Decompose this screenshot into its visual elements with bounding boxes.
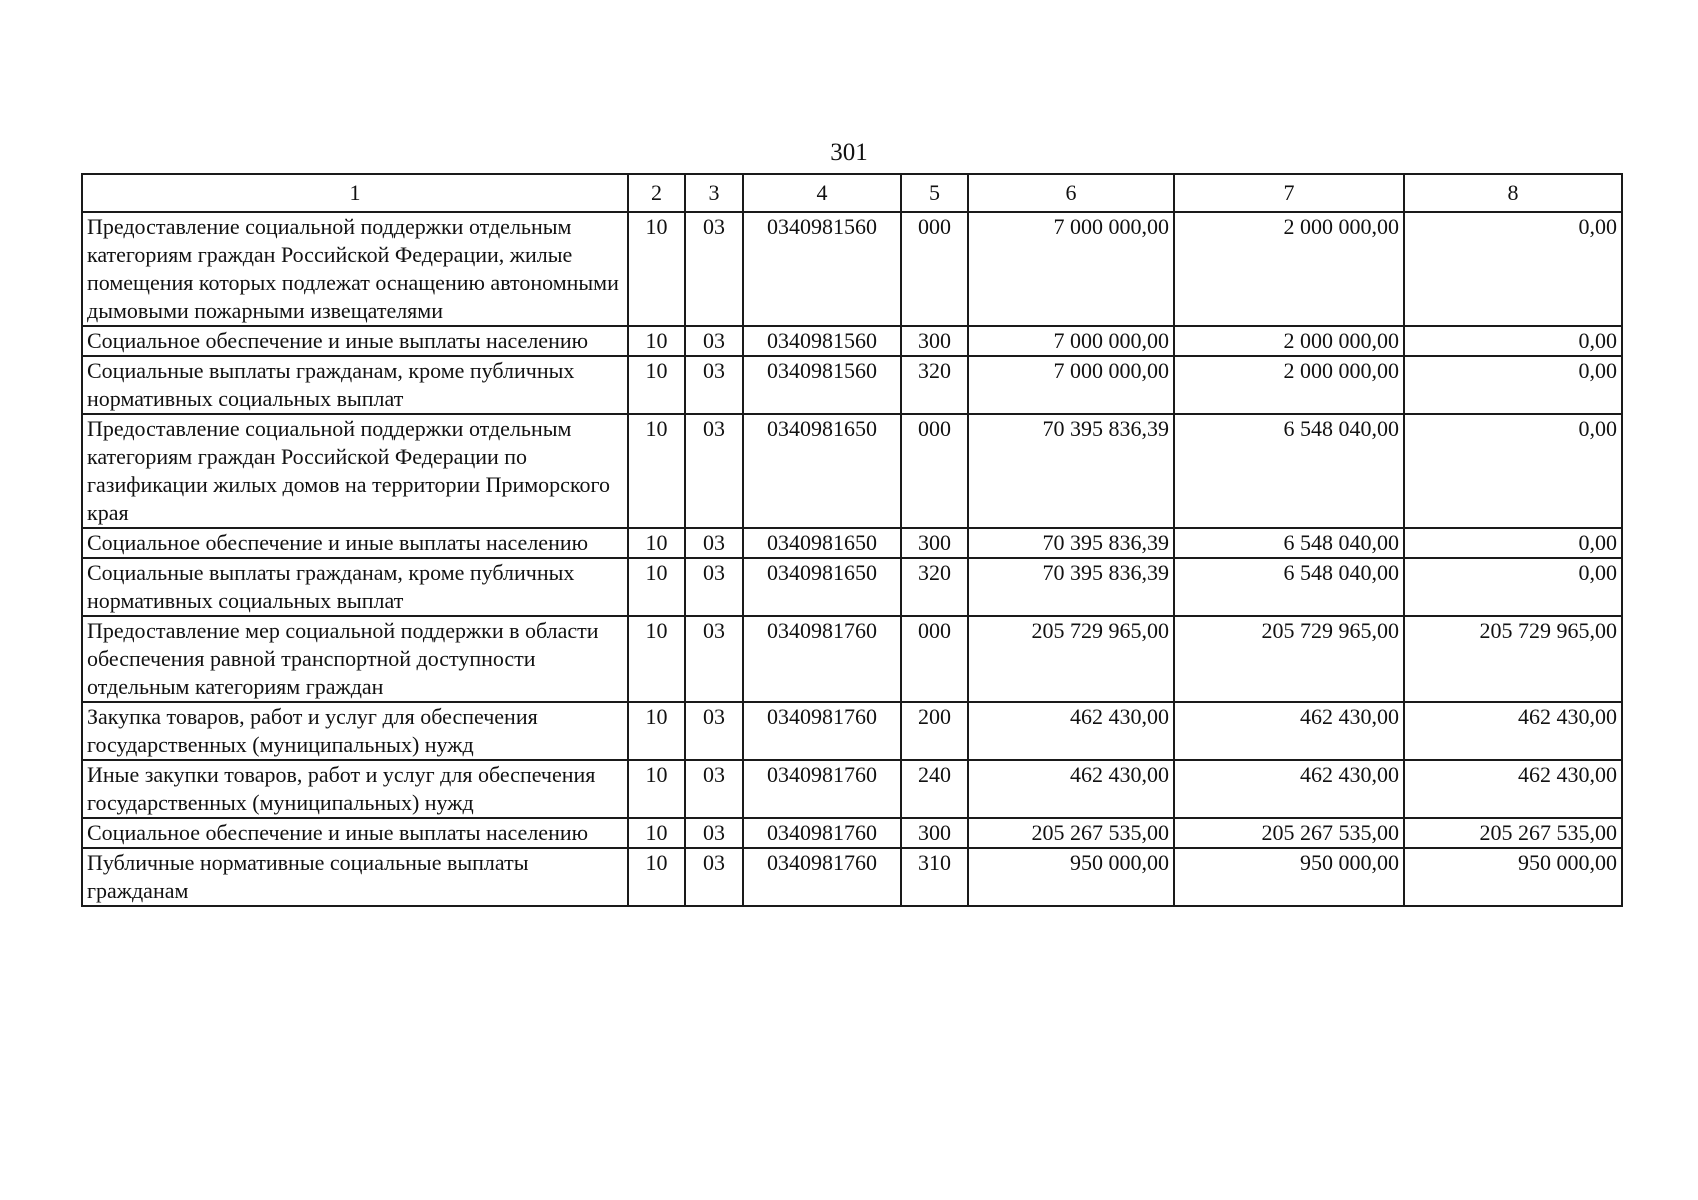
row-description: Социальное обеспечение и иные выплаты населению	[82, 326, 628, 356]
row-amount-3: 0,00	[1404, 528, 1622, 558]
row-subsection: 03	[685, 558, 743, 616]
row-amount-2: 462 430,00	[1174, 760, 1404, 818]
row-amount-1: 7 000 000,00	[968, 326, 1174, 356]
table-row	[82, 818, 1622, 848]
row-amount-3: 462 430,00	[1404, 702, 1622, 760]
row-expense-type: 240	[901, 760, 968, 818]
row-target-code: 0340981760	[743, 702, 901, 760]
row-section: 10	[628, 616, 685, 702]
header-col-4: 4	[743, 174, 901, 212]
row-amount-1: 70 395 836,39	[968, 414, 1174, 528]
table-row	[82, 702, 1622, 760]
row-amount-2: 205 729 965,00	[1174, 616, 1404, 702]
row-expense-type: 000	[901, 212, 968, 326]
header-col-6: 6	[968, 174, 1174, 212]
row-subsection: 03	[685, 326, 743, 356]
row-amount-2: 950 000,00	[1174, 848, 1404, 906]
table-header-row	[82, 174, 1622, 212]
row-target-code: 0340981760	[743, 616, 901, 702]
row-expense-type: 300	[901, 528, 968, 558]
row-target-code: 0340981650	[743, 414, 901, 528]
row-section: 10	[628, 528, 685, 558]
row-expense-type: 000	[901, 414, 968, 528]
row-section: 10	[628, 326, 685, 356]
row-description: Предоставление социальной поддержки отдельным категориям граждан Российской Федерации по газификации жилых домов на территории Приморского края	[82, 414, 628, 528]
table-row	[82, 848, 1622, 906]
row-amount-1: 7 000 000,00	[968, 356, 1174, 414]
row-amount-3: 0,00	[1404, 356, 1622, 414]
page-number: 301	[830, 139, 868, 166]
row-section: 10	[628, 760, 685, 818]
row-amount-2: 205 267 535,00	[1174, 818, 1404, 848]
row-section: 10	[628, 848, 685, 906]
row-amount-1: 950 000,00	[968, 848, 1174, 906]
row-expense-type: 310	[901, 848, 968, 906]
row-subsection: 03	[685, 818, 743, 848]
row-amount-3: 205 729 965,00	[1404, 616, 1622, 702]
row-subsection: 03	[685, 760, 743, 818]
table-row	[82, 558, 1622, 616]
row-section: 10	[628, 702, 685, 760]
row-subsection: 03	[685, 528, 743, 558]
row-description: Социальные выплаты гражданам, кроме публичных нормативных социальных выплат	[82, 558, 628, 616]
row-amount-3: 0,00	[1404, 326, 1622, 356]
row-section: 10	[628, 558, 685, 616]
row-target-code: 0340981650	[743, 558, 901, 616]
row-subsection: 03	[685, 356, 743, 414]
row-section: 10	[628, 414, 685, 528]
row-amount-2: 2 000 000,00	[1174, 326, 1404, 356]
row-subsection: 03	[685, 848, 743, 906]
row-amount-1: 70 395 836,39	[968, 558, 1174, 616]
row-amount-1: 70 395 836,39	[968, 528, 1174, 558]
row-expense-type: 200	[901, 702, 968, 760]
row-subsection: 03	[685, 414, 743, 528]
row-description: Предоставление мер социальной поддержки в области обеспечения равной транспортной доступности отдельным категориям граждан	[82, 616, 628, 702]
row-amount-2: 462 430,00	[1174, 702, 1404, 760]
row-amount-2: 2 000 000,00	[1174, 356, 1404, 414]
row-amount-1: 7 000 000,00	[968, 212, 1174, 326]
row-description: Социальные выплаты гражданам, кроме публичных нормативных социальных выплат	[82, 356, 628, 414]
row-amount-1: 205 729 965,00	[968, 616, 1174, 702]
header-col-7: 7	[1174, 174, 1404, 212]
row-amount-2: 6 548 040,00	[1174, 558, 1404, 616]
row-expense-type: 000	[901, 616, 968, 702]
row-subsection: 03	[685, 212, 743, 326]
row-target-code: 0340981760	[743, 818, 901, 848]
row-target-code: 0340981760	[743, 848, 901, 906]
row-description: Публичные нормативные социальные выплаты гражданам	[82, 848, 628, 906]
table-row	[82, 326, 1622, 356]
table-row	[82, 212, 1622, 326]
row-amount-3: 950 000,00	[1404, 848, 1622, 906]
table-body	[82, 212, 1622, 906]
row-amount-1: 462 430,00	[968, 702, 1174, 760]
row-description: Закупка товаров, работ и услуг для обеспечения государственных (муниципальных) нужд	[82, 702, 628, 760]
row-section: 10	[628, 212, 685, 326]
row-amount-2: 2 000 000,00	[1174, 212, 1404, 326]
row-amount-3: 205 267 535,00	[1404, 818, 1622, 848]
row-amount-2: 6 548 040,00	[1174, 414, 1404, 528]
row-target-code: 0340981560	[743, 212, 901, 326]
row-section: 10	[628, 818, 685, 848]
table-row	[82, 356, 1622, 414]
row-subsection: 03	[685, 702, 743, 760]
table-row	[82, 414, 1622, 528]
row-expense-type: 320	[901, 356, 968, 414]
row-amount-1: 205 267 535,00	[968, 818, 1174, 848]
table-row	[82, 528, 1622, 558]
row-section: 10	[628, 356, 685, 414]
row-expense-type: 300	[901, 326, 968, 356]
row-subsection: 03	[685, 616, 743, 702]
row-target-code: 0340981650	[743, 528, 901, 558]
header-col-2: 2	[628, 174, 685, 212]
row-amount-1: 462 430,00	[968, 760, 1174, 818]
header-col-8: 8	[1404, 174, 1622, 212]
row-amount-2: 6 548 040,00	[1174, 528, 1404, 558]
table-row	[82, 616, 1622, 702]
row-description: Социальное обеспечение и иные выплаты населению	[82, 528, 628, 558]
budget-table	[81, 173, 1623, 907]
row-amount-3: 0,00	[1404, 212, 1622, 326]
header-col-1: 1	[82, 174, 628, 212]
header-col-3: 3	[685, 174, 743, 212]
row-amount-3: 0,00	[1404, 414, 1622, 528]
row-description: Социальное обеспечение и иные выплаты населению	[82, 818, 628, 848]
row-amount-3: 0,00	[1404, 558, 1622, 616]
row-description: Иные закупки товаров, работ и услуг для обеспечения государственных (муниципальных) нужд	[82, 760, 628, 818]
row-target-code: 0340981560	[743, 326, 901, 356]
row-expense-type: 320	[901, 558, 968, 616]
row-target-code: 0340981560	[743, 356, 901, 414]
row-target-code: 0340981760	[743, 760, 901, 818]
row-description: Предоставление социальной поддержки отдельным категориям граждан Российской Федерации, жилые помещения которых подлежат оснащению автономными дымовыми пожарными извещателями	[82, 212, 628, 326]
row-expense-type: 300	[901, 818, 968, 848]
table-row	[82, 760, 1622, 818]
row-amount-3: 462 430,00	[1404, 760, 1622, 818]
header-col-5: 5	[901, 174, 968, 212]
